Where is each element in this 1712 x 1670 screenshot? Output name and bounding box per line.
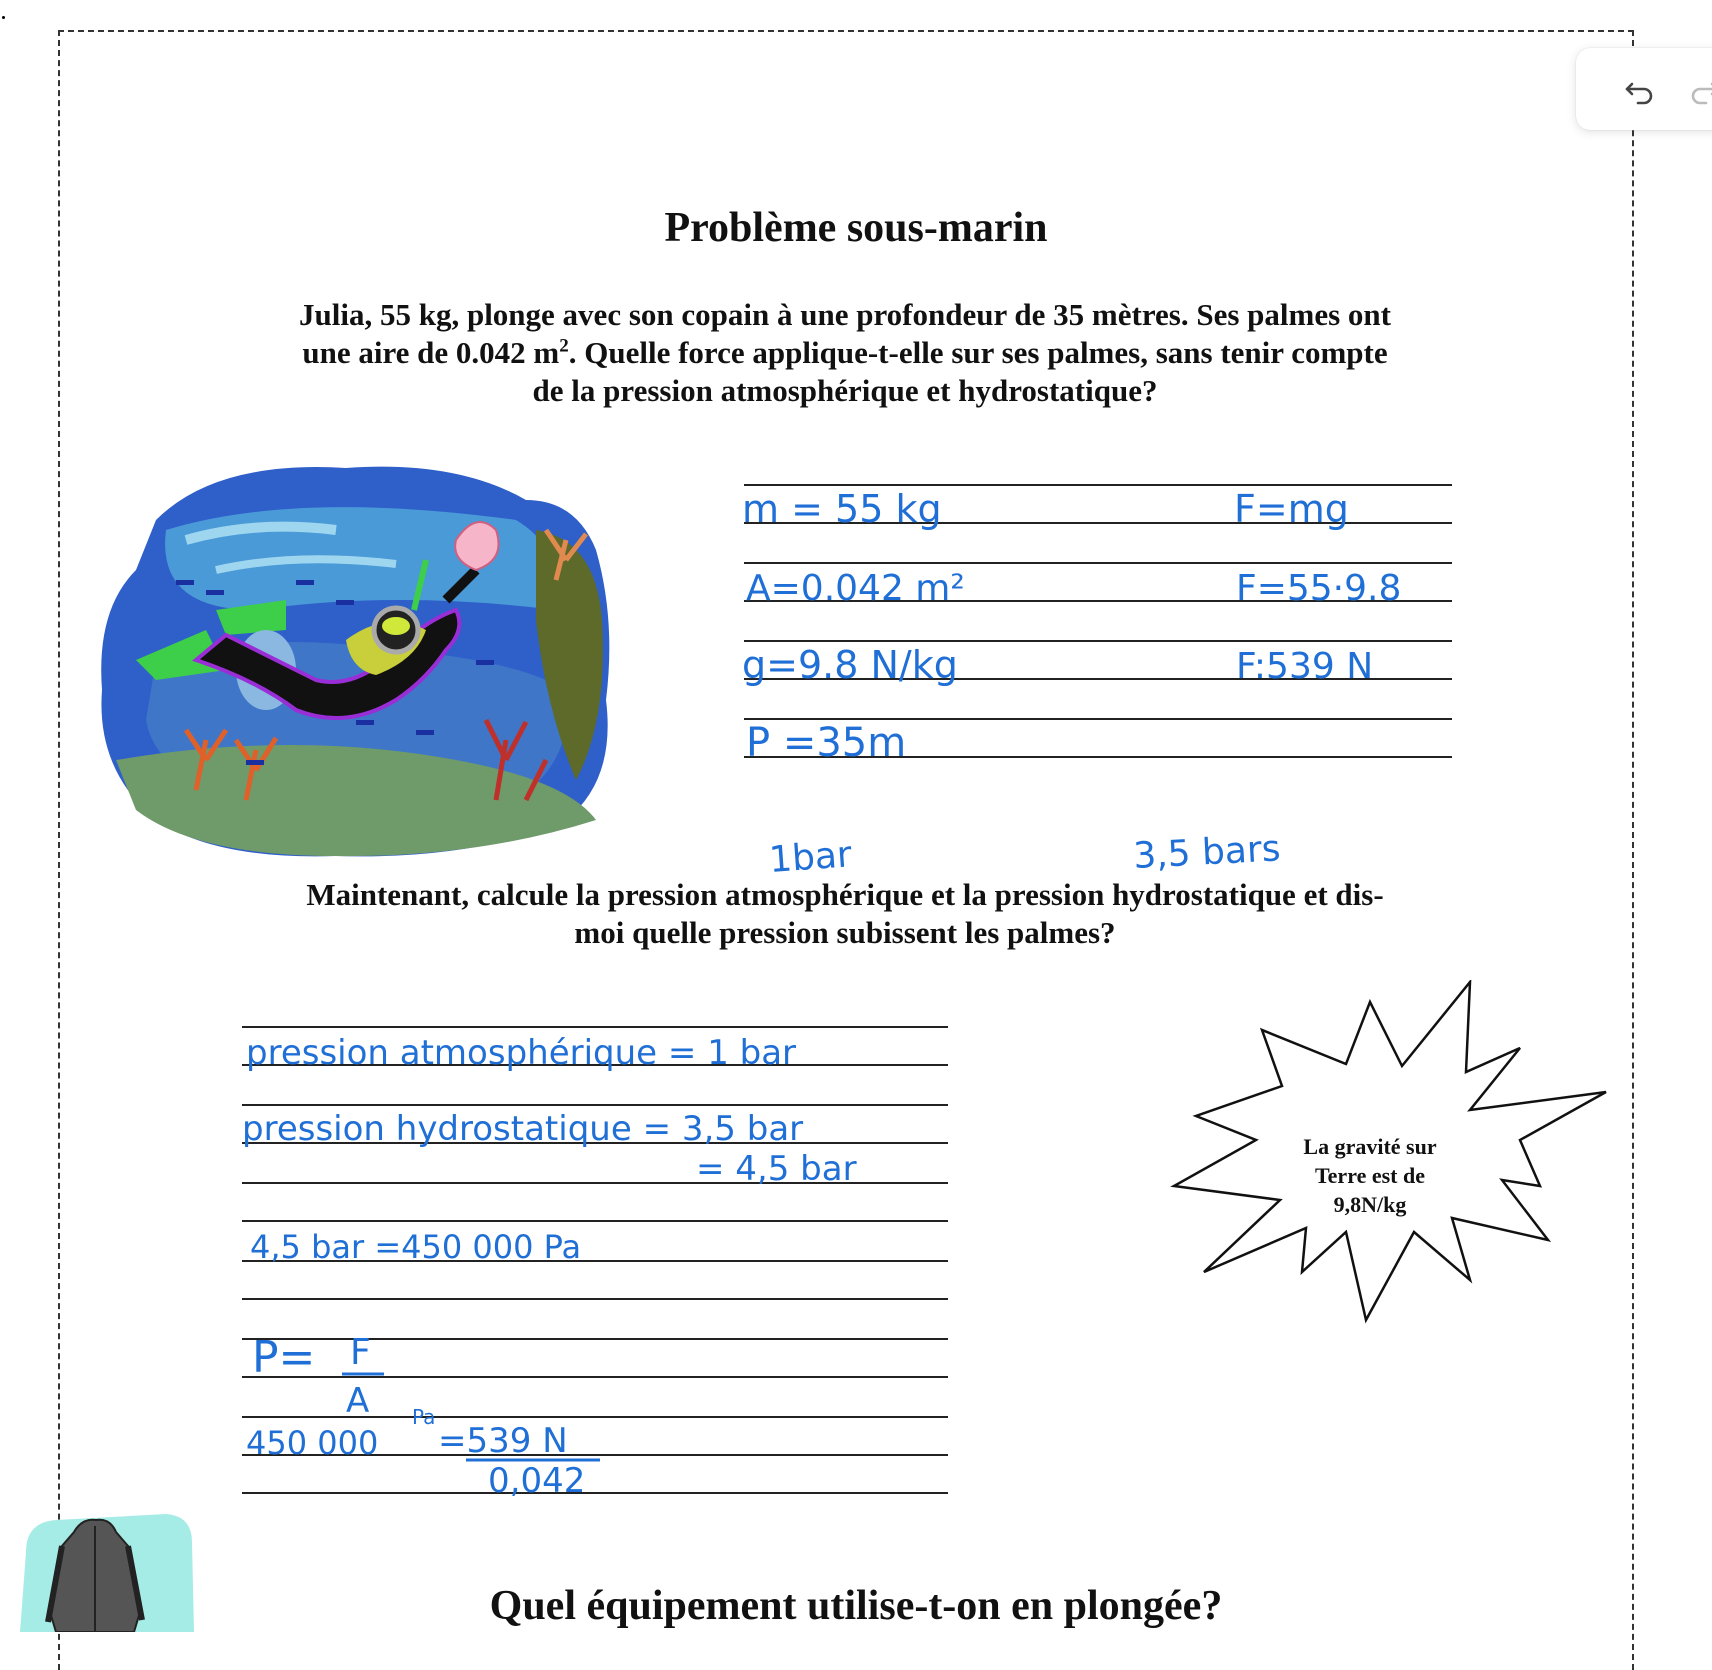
answer-line: [242, 1298, 948, 1300]
answer-line: [242, 1026, 948, 1028]
answer-line: [744, 756, 1452, 758]
hw-calc-den: 0,042: [488, 1461, 586, 1501]
starburst-line-3: 9,8N/kg: [1333, 1192, 1407, 1217]
problem-line-2-end: . Quelle force applique-t-elle sur ses palmes, sans tenir compte: [568, 335, 1388, 370]
answer-line: [744, 562, 1452, 564]
hw-result: F:539 N: [1236, 646, 1374, 687]
problem-line-1: Julia, 55 kg, plonge avec son copain à une profondeur de 35 mètres. Ses palmes ont: [299, 297, 1391, 332]
hw-given-depth: P =35m: [746, 720, 907, 766]
problem-statement: [240, 296, 1450, 410]
problem-line-2: [240, 334, 1450, 372]
answer-line: [242, 1338, 948, 1340]
hw-formula-p: P=: [252, 1332, 316, 1383]
hw-calc-unit: Pa: [412, 1405, 436, 1429]
redo-button[interactable]: [1684, 70, 1712, 110]
answer-line: [242, 1492, 948, 1494]
equipment-question-heading: Quel équipement utilise-t-on en plongée?: [489, 1583, 1223, 1629]
answer-line: [744, 718, 1452, 720]
hw-note-hydro: 3,5 bars: [1132, 828, 1282, 877]
hw-given-mass: m = 55 kg: [742, 487, 942, 531]
answer-line: [242, 1104, 948, 1106]
starburst-text: [1270, 1132, 1470, 1219]
answer-line: [242, 1376, 948, 1378]
hw-atm-line: pression atmosphérique = 1 bar: [246, 1033, 797, 1073]
answer-line: [242, 1142, 948, 1144]
starburst-line-1: La gravité sur: [1303, 1134, 1437, 1159]
answer-line: [242, 1064, 948, 1066]
scuba-diver-illustration: [96, 460, 616, 860]
hw-given-gravity: g=9.8 N/kg: [742, 643, 958, 687]
hw-calc-left: 450 000: [246, 1424, 379, 1462]
hw-total-line: = 4,5 bar: [696, 1149, 857, 1189]
hw-note-atm: 1bar: [767, 834, 854, 881]
answer-lines-part1: [744, 484, 1452, 764]
problem-line-3: de la pression atmosphérique et hydrostatique?: [532, 373, 1158, 408]
question-2: [240, 876, 1450, 952]
hw-given-area: A=0.042 m²: [746, 568, 965, 609]
document-title: Problème sous-marin: [664, 205, 1048, 251]
answer-line: [744, 484, 1452, 486]
question-2-line-2: moi quelle pression subissent les palmes?: [574, 915, 1116, 950]
edge-dot: [2, 16, 5, 19]
hw-substitution: F=55·9.8: [1236, 568, 1402, 609]
answer-line: [242, 1260, 948, 1262]
answer-line: [744, 600, 1452, 602]
problem-line-2-start: une aire de 0.042 m: [302, 335, 560, 370]
hw-conversion: 4,5 bar =450 000 Pa: [250, 1228, 582, 1266]
undo-redo-toolbar: [1576, 48, 1712, 130]
answer-line: [242, 1220, 948, 1222]
area-exponent: 2: [559, 335, 569, 357]
hw-formula-a: A: [346, 1381, 370, 1421]
hw-hydro-line: pression hydrostatique = 3,5 bar: [242, 1109, 804, 1149]
undo-button[interactable]: [1620, 70, 1660, 110]
answer-line: [242, 1416, 948, 1418]
answer-line: [744, 640, 1452, 642]
answer-line: [744, 678, 1452, 680]
starburst-line-2: Terre est de: [1315, 1163, 1425, 1188]
answer-lines-part2: [242, 1026, 948, 1492]
answer-line: [744, 522, 1452, 524]
question-2-line-1: Maintenant, calcule la pression atmosphérique et la pression hydrostatique et dis-: [306, 877, 1384, 912]
hw-formula: F=mg: [1234, 487, 1349, 531]
answer-line: [242, 1454, 948, 1456]
hw-formula-f: F: [350, 1332, 371, 1373]
answer-line: [242, 1182, 948, 1184]
undo-arrow-icon: [1620, 70, 1660, 110]
redo-arrow-icon: [1684, 70, 1712, 110]
hw-calc-num: =539 N: [438, 1421, 568, 1461]
